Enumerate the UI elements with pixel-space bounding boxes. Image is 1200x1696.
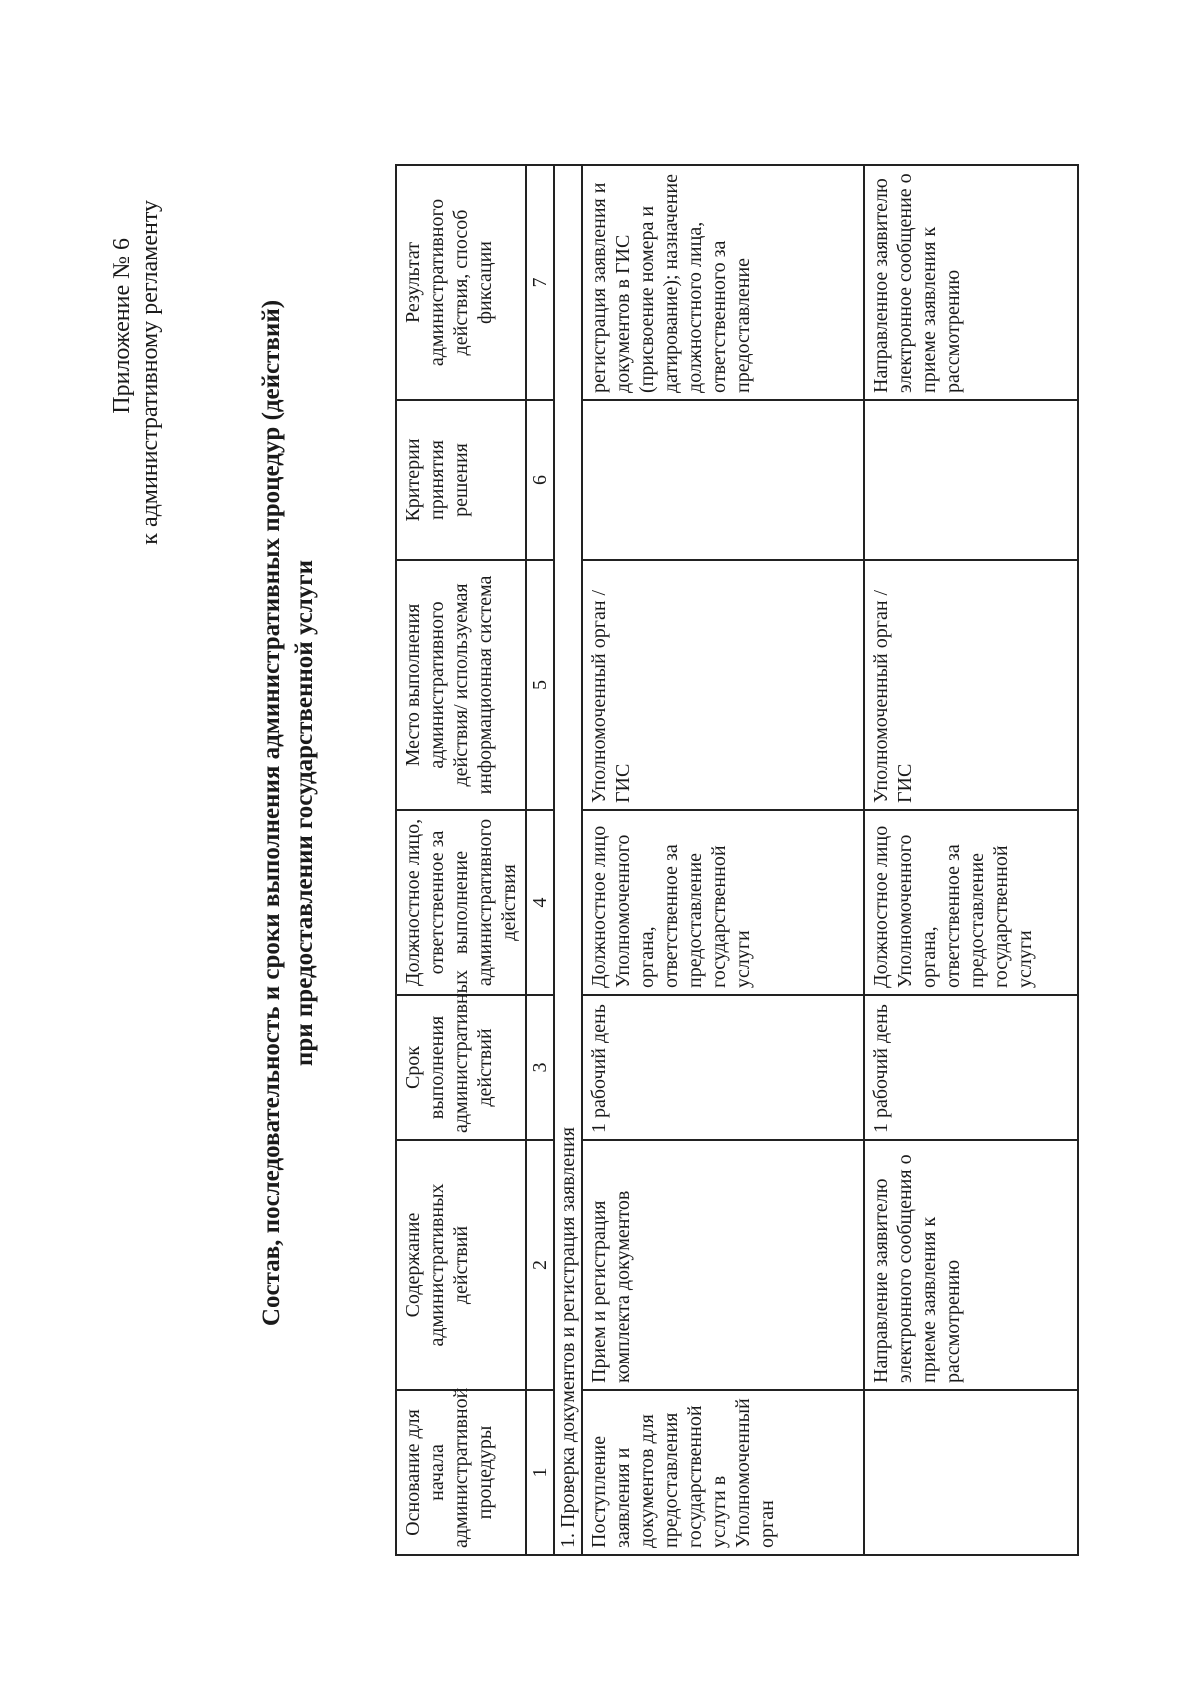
table-cell: Прием и регистрация комплекта документов [582, 1140, 864, 1390]
table-cell: регистрация заявления и документов в ГИС (присвоение номера и датирование); назначение должностного лица, ответственного за предоставление [582, 165, 864, 400]
header-cell: Место выполнения административного действия/ используемая информационная система [396, 560, 526, 810]
table-cell: Уполномоченный орган / ГИС [582, 560, 864, 810]
header-cell: Срок выполнения административных действий [396, 995, 526, 1140]
table-cell [864, 1390, 1078, 1555]
header-cell: Результат административного действия, способ фиксации [396, 165, 526, 400]
table-cell: 1 рабочий день [864, 995, 1078, 1140]
table-cell [864, 400, 1078, 560]
table-cell: Должностное лицо Уполномоченного органа, ответственное за предоставление государственной услуги [582, 810, 864, 995]
column-number: 2 [526, 1140, 554, 1390]
table-cell: Направление заявителю электронного сообщения о приеме заявления к рассмотрению [864, 1140, 1078, 1390]
column-number: 5 [526, 560, 554, 810]
section-title: 1. Проверка документов и регистрация заявления [554, 165, 582, 1555]
appendix-subtitle: к административному регламенту [137, 200, 163, 545]
procedures-table [395, 164, 1079, 1556]
header-cell: Основание для начала административной процедуры [396, 1390, 526, 1555]
table-row [864, 165, 1078, 1555]
table-cell: Должностное лицо Уполномоченного органа, ответственное за предоставление государственной услуги [864, 810, 1078, 995]
column-number: 6 [526, 400, 554, 560]
document-title-line-1: Состав, последовательность и сроки выполнения административных процедур (действий) [258, 299, 285, 1327]
appendix-number: Приложение № 6 [109, 238, 135, 414]
table-header-row [396, 165, 526, 1555]
header-cell: Должностное лицо, ответственное за выполнение административного действия [396, 810, 526, 995]
header-cell: Критерии принятия решения [396, 400, 526, 560]
table-cell [582, 400, 864, 560]
table-cell: 1 рабочий день [582, 995, 864, 1140]
column-number: 3 [526, 995, 554, 1140]
table-cell: Поступление заявления и документов для предоставления государственной услуги в Уполномоченный орган [582, 1390, 864, 1555]
header-cell: Содержание административных действий [396, 1140, 526, 1390]
section-row [554, 165, 582, 1555]
appendix-header [108, 0, 164, 1696]
table-cell: Уполномоченный орган / ГИС [864, 560, 1078, 810]
column-number-row [526, 165, 554, 1555]
document-title [255, 0, 321, 1696]
column-number: 1 [526, 1390, 554, 1555]
document-title-line-2: при предоставлении государственной услуги [291, 559, 318, 1067]
column-number: 4 [526, 810, 554, 995]
table-row [582, 165, 864, 1555]
column-number: 7 [526, 165, 554, 400]
table-cell: Направленное заявителю электронное сообщение о приеме заявления к рассмотрению [864, 165, 1078, 400]
